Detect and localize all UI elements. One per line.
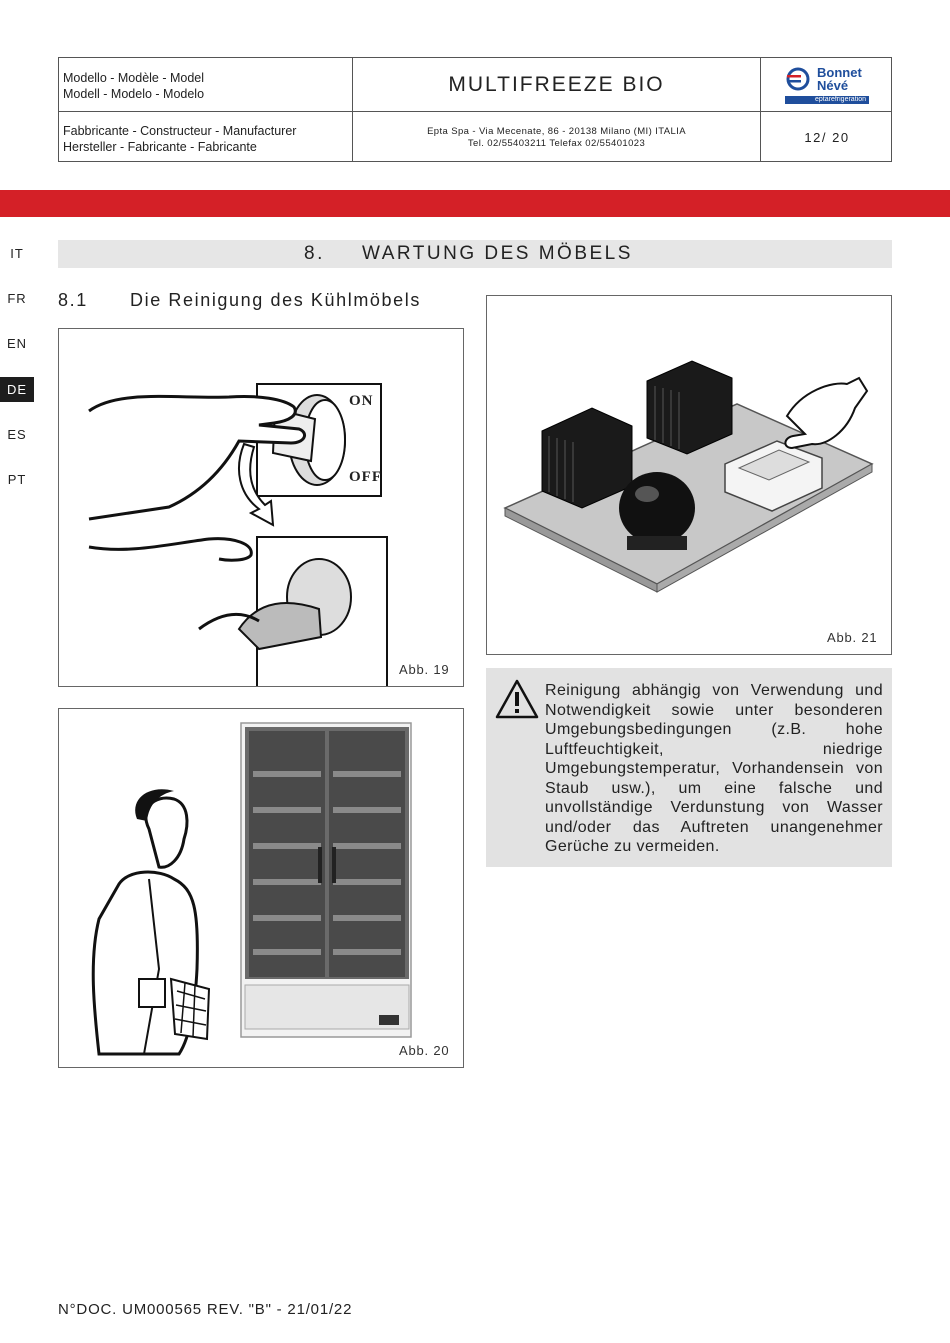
header-table xyxy=(58,57,892,162)
manufacturer-label-line2: Hersteller - Fabricante - Fabricante xyxy=(63,140,257,154)
section-number: 8. xyxy=(304,243,325,264)
manufacturer-label-line1: Fabbricante - Constructeur - Manufacturer xyxy=(63,124,297,138)
accent-bar xyxy=(0,190,950,217)
subsection-heading xyxy=(58,290,421,311)
compressor-unit-illustration xyxy=(487,296,891,654)
model-label-line2: Modell - Modelo - Modelo xyxy=(63,87,205,101)
lang-tab-pt[interactable]: PT xyxy=(7,472,27,487)
warning-box xyxy=(486,668,892,867)
document-reference: N°DOC. UM000565 REV. "B" - 21/01/22 xyxy=(58,1301,353,1318)
manufacturer-label xyxy=(63,123,296,155)
warning-triangle-icon xyxy=(494,678,540,720)
figure-21 xyxy=(486,295,892,655)
logo-sub: eptarefrigeration xyxy=(815,96,866,103)
model-label xyxy=(63,70,204,102)
switch-on-label: ON xyxy=(349,393,374,409)
lang-tab-de[interactable]: DE xyxy=(0,377,34,402)
manufacturer-address xyxy=(353,126,760,150)
address-line2: Tel. 02/55403211 Telefax 02/55401023 xyxy=(467,138,646,149)
logo-line2: Névé xyxy=(817,78,849,93)
lang-tab-es[interactable]: ES xyxy=(7,427,27,442)
cabinet-cleaning-illustration xyxy=(59,709,463,1067)
figure-21-caption: Abb. 21 xyxy=(827,630,878,645)
section-heading xyxy=(58,240,892,268)
lang-tab-it[interactable]: IT xyxy=(10,246,24,261)
subsection-title: Die Reinigung des Kühlmöbels xyxy=(130,290,421,310)
figure-19 xyxy=(58,328,464,687)
model-label-line1: Modello - Modèle - Model xyxy=(63,71,205,85)
address-line1: Epta Spa - Via Mecenate, 86 - 20138 Milano (MI) ITALIA xyxy=(427,126,686,137)
figure-19-caption: Abb. 19 xyxy=(399,662,450,677)
lang-tab-en[interactable]: EN xyxy=(6,336,28,351)
lang-tab-fr[interactable]: FR xyxy=(7,291,27,306)
product-title: MULTIFREEZE BIO xyxy=(448,73,665,96)
figure-20 xyxy=(58,708,464,1068)
hand-switch-illustration xyxy=(59,329,463,686)
warning-text: Reinigung abhängig von Verwendung und Notwendigkeit sowie unter besonderen Umgebungsbedingungen (z.B. hohe Luftfeuchtigkeit, niedrige Umgebungstemperatur, Vorhandensein von Staub usw.), um eine falsche und unvollständige Verdunstung von Wasser und/oder das Auftreten unangenehmer Gerüche zu vermeiden. xyxy=(545,682,883,855)
figure-20-caption: Abb. 20 xyxy=(399,1043,450,1058)
brand-logo xyxy=(785,64,869,104)
logo-line1: Bonnet xyxy=(817,65,862,80)
page-number: 12/ 20 xyxy=(804,130,850,145)
subsection-number: 8.1 xyxy=(58,290,88,310)
section-title: WARTUNG DES MÖBELS xyxy=(362,243,633,264)
switch-off-label: OFF xyxy=(349,469,382,485)
